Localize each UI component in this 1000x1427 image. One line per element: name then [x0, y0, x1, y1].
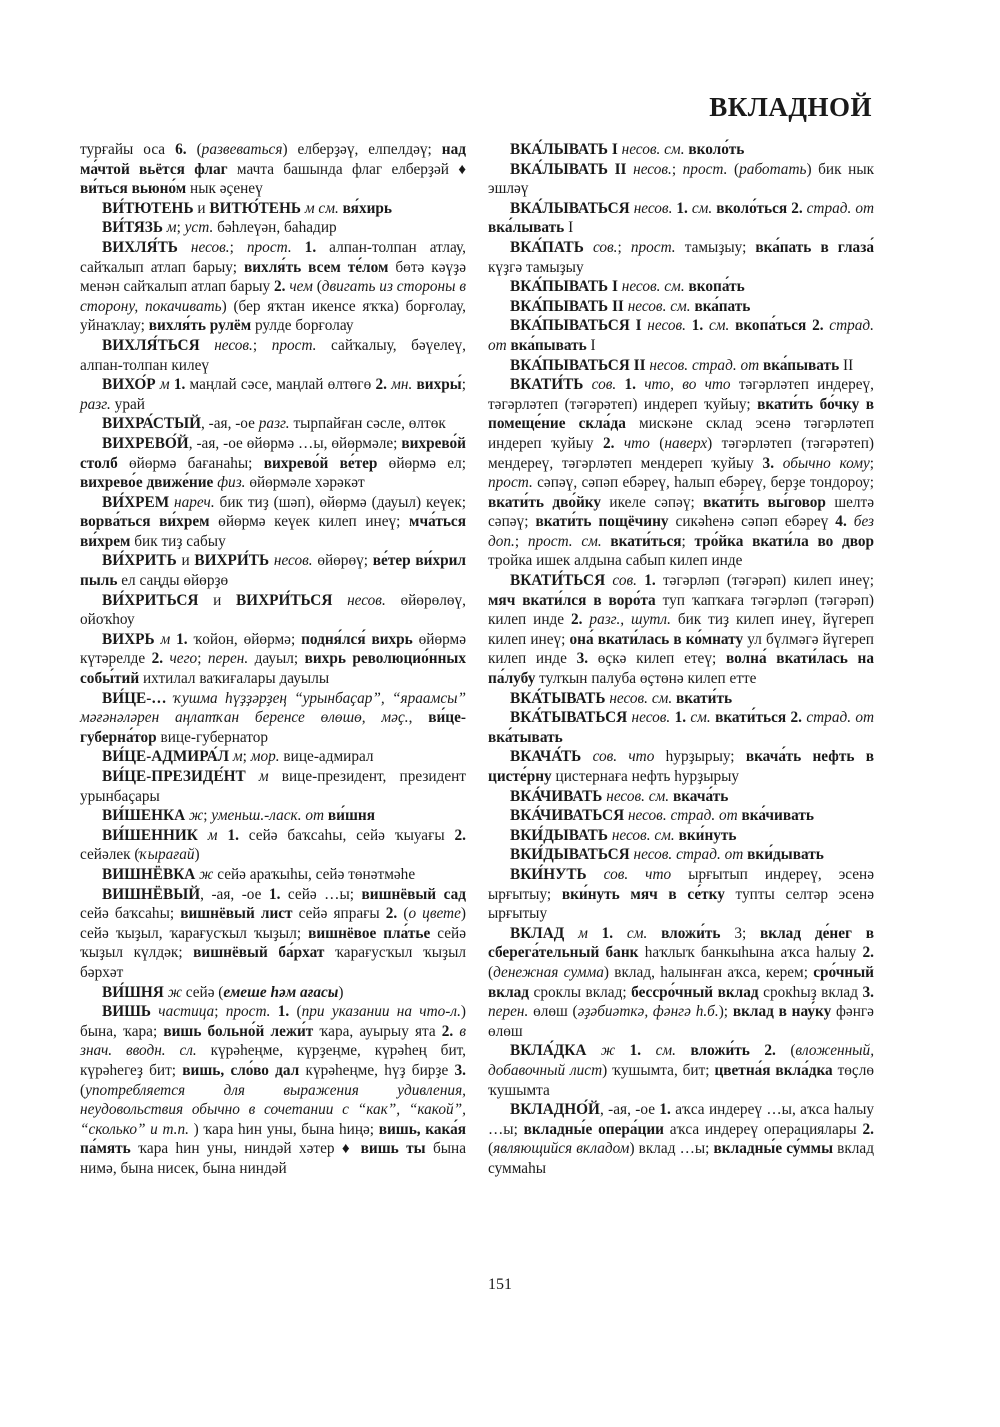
- dictionary-entry: ВИ́ШЕННИК м 1. сейә баҡсаһы, сейә ҡыуағы 2. сейәлек (ҡырағай): [80, 826, 467, 864]
- dictionary-entry: ВИШЬ частица; прост. 1. (при указании на что-л.) бына, ҡара; вишь больно́й лежи́т ҡара, ауырыу ята 2. в знач. вводн. сл. күрәһеңме, күрҙеңме, күрәһең бит, күрәһегеҙ бит; вишь, сло́во дал күрәһеңме, һүҙ бирҙе 3. (употребляется для выражения удивления, неудовольствия обычно в сочетании с “как”, “какой”, “сколько” и т.п. ) ҡара һин уны, бына һиңә; вишь, кака́я па́мять ҡара һин уны, ниндәй хәтер ♦ вишь ты бына нимә, бына нисек, бына ниндәй: [80, 1003, 467, 1177]
- dictionary-entry: ВКА́ЧИВАТЬСЯ несов. страд. от вка́чивать: [510, 807, 814, 825]
- dictionary-entry: ВИ́ЦЕ-… ҡушма һүҙҙәрҙең “урынбаҫар”, “яраамсы” мәғәнәләрен аңлатҡан беренсе өлөшө, мәҫ., ви́це-губерна́тор вице-губернатор: [80, 689, 466, 746]
- dictionary-entry: ВИ́ШЕНКА ж; уменьш.-ласк. от ви́шня: [102, 807, 375, 825]
- dictionary-entry: ВИ́ХРИТЬСЯ и ВИХРИ́ТЬСЯ несов. өйөрөлөү, ойоҡһоу: [80, 591, 466, 629]
- dictionary-entry: ВКИ́ДЫВАТЬ несов. см. вки́нуть: [510, 826, 737, 844]
- dictionary-entry: ВКА́ЧИВАТЬ несов. см. вкача́ть: [510, 787, 729, 805]
- dictionary-entry: ВИШНЁВКА ж сейә араҡыһы, сейә төнәтмәһе: [102, 865, 416, 883]
- dictionary-entry: ВИШНЁВЫЙ, -ая, -ое 1. сейә …ы; вишнёвый сад сейә баҡсаһы; вишнёвый лист сейә япрағы 2. (о цвете) сейә ҡыҙыл, ҡарағусҡыл ҡыҙыл; вишнёвое пла́тье сейә ҡыҙыл күлдәк; вишнёвый ба́рхат ҡарағусҡыл ҡыҙыл бәрхәт: [80, 885, 467, 981]
- dictionary-entry: ВКЛА́ДКА ж 1. см. вложи́ть 2. (вложенный, добавочный лист) ҡушымта, бит; цветна́я вкла́дка төҫлө ҡушымта: [488, 1042, 875, 1099]
- dictionary-entry: ВИ́ТЯЗЬ м; уст. бәһлеүән, баһадир: [102, 219, 337, 237]
- dictionary-entry: ВИ́ХРИТЬ и ВИХРИ́ТЬ несов. өйөрөү; ве́тер ви́хрил пыль ел саңды өйөрҙө: [80, 552, 467, 590]
- dictionary-entry: ВКЛАД м 1. см. вложи́ть 3; вклад де́нег в сберега́тельный банк һаҡлыҡ банкыһына аҡса һалыу 2. (денежная сумма) вклад, һалынған аҡса, керем; сро́чный вклад сроклы вклад; бессро́чный вклад срокһыҙ вклад 3. перен. өлөш (әҙәбиәткә, фәнгә һ.б.); вклад в нау́ку фәнгә өлөш: [488, 924, 875, 1040]
- dictionary-entry: ВИ́ЦЕ-АДМИРА́Л м; мор. вице-адмирал: [102, 748, 374, 766]
- dictionary-entry: ВКА́ЛЫВАТЬСЯ несов. 1. см. вколо́ться 2. страд. от вка́лывать I: [488, 199, 875, 237]
- dictionary-entry: ВКЛАДНО́Й, -ая, -ое 1. аҡса индереү …ы, аҡса һалыу …ы; вкладны́е опера́ции аҡса индереү операциялары 2. (являющийся вкладом) вклад …ы; вкладны́е су́ммы вклад суммаһы: [488, 1101, 875, 1177]
- dictionary-entry: ВИХЛЯ́ТЬСЯ несов.; прост. сайҡалыу, бәүелеү, алпан-толпан килеү: [80, 336, 467, 374]
- dictionary-entry: ВИ́ХРЕМ нареч. бик тиҙ (шәп), өйөрмә (дауыл) кеүек; ворва́ться ви́хрем өйөрмә кеүек килеп инеү; мча́ться ви́хрем бик тиҙ сабыу: [80, 493, 466, 550]
- dictionary-entry: ВКИ́ДЫВАТЬСЯ несов. страд. от вки́дывать: [510, 846, 824, 864]
- dictionary-entry: ВКА́ТЫВАТЬ несов. см. вкати́ть: [510, 689, 733, 707]
- dictionary-entry: ВИХРА́СТЫЙ, -ая, -ое разг. тырпайған сәсле, өлтөк: [102, 415, 446, 433]
- right-column: [488, 140, 874, 1178]
- dictionary-entry: ВИ́ТЮТЕНЬ и ВИТЮ́ТЕНЬ м см. вя́хирь: [102, 199, 393, 217]
- dictionary-entry: ВКИ́НУТЬ сов. что ырғытып индереү, эсенә ырғытыу; вки́нуть мяч в се́тку тупты селтәр эсенә ырғытыу: [488, 865, 875, 923]
- dictionary-entry: турғайы оса 6. (развеваться) елберҙәү, елпелдәү; над ма́чтой вьётся флаг мачта башында флаг елберҙәй ♦ ви́ться вьюно́м нык әҫенеү: [80, 141, 467, 198]
- dictionary-entry: ВИХО́Р м 1. маңлай сәсе, маңлай өлтөгө 2. мн. вихры́; разг. урай: [80, 376, 466, 413]
- dictionary-entry: ВКАТИ́ТЬ сов. 1. что, во что тәгәрләтеп индереү, тәгәрләтеп (тәгәрәтеп) индереп ҡуйыу; вкати́ть бо́чку в помеще́ние скла́да мискәне склад эсенә тәгәрләтеп индереп ҡуйыу 2. что (наверх) тәгәрләтеп (тәгәрәтеп) мендереү, тәгәрләтеп мендереп ҡуйыу 3. обычно кому; прост. сәпәү, сәпәп ебәреү, һалып ебәреү, берҙе тондороу; вкати́ть дво́йку икеле сәпәү; вкати́ть вы́говор шелтә сәпәү; вкати́ть пощёчину сикәһенә сәпәп ебәреү 4. без доп.; прост. см. вкати́ться; тро́йка вкати́ла во двор тройка ишек алдына сабып килеп инде: [488, 376, 875, 570]
- running-head: ВКЛАДНОЙ: [709, 92, 872, 122]
- dictionary-entry: ВКА́ПАТЬ сов.; прост. тамыҙыу; вка́пать в глаза́ күҙгә тамыҙыу: [488, 238, 874, 276]
- dictionary-entry: ВИХРЕВО́Й, -ая, -ое өйөрмә …ы, өйөрмәле; вихрево́й столб өйөрмә бағанаһы; вихрево́й ве́тер өйөрмә ел; вихрево́е движе́ние физ. өйөрмәле хәрәкәт: [80, 434, 466, 492]
- dictionary-entry: ВКА́ЛЫВАТЬ II несов.; прост. (работать) бик нык эшләү: [488, 160, 875, 198]
- dictionary-entry: ВИ́ЦЕ-ПРЕЗИДЕ́НТ м вице-президент, президент урынбаҫары: [80, 768, 466, 805]
- dictionary-entry: ВКА́ПЫВАТЬ I несов. см. вкопа́ть: [510, 278, 745, 296]
- dictionary-entry: ВКА́ПЫВАТЬ II несов. см. вка́пать: [510, 297, 751, 315]
- dictionary-entry: ВКАТИ́ТЬСЯ сов. 1. тәгәрләп (тәгәрәп) килеп инеү; мяч вкати́лся в воро́та туп ҡапҡаға тәгәрләп (тәгәрәп) килеп инде 2. разг., шутл. бик тиҙ килеп инеү, йүгереп килеп инеү; она́ вкати́лась в ко́мнату ул бүлмәгә йүгереп килеп инде 3. өҫкә килеп етеү; волна́ вкати́лась на па́лубу тулҡын палуба өҫтөнә килеп етте: [488, 572, 875, 688]
- dictionary-entry: ВКАЧА́ТЬ сов. что һурҙырыу; вкача́ть нефть в цисте́рну цистернаға нефть һурҙырыу: [488, 748, 875, 785]
- dictionary-entry: ВКА́ТЫВАТЬСЯ несов. 1. см. вкати́ться 2. страд. от вка́тывать: [488, 709, 875, 746]
- page-number: 151: [488, 1276, 512, 1293]
- dictionary-entry: ВКА́ЛЫВАТЬ I несов. см. вколо́ть: [510, 141, 745, 158]
- dictionary-entry: ВИХЛЯ́ТЬ несов.; прост. 1. алпан-толпан атлау, сайҡалып атлап барыу; вихля́ть всем те́лом бөтә кәүҙә менән сайҡалып атлап барыу 2. чем (двигать из стороны в сторону, покачивать) (бер яҡтан икенсе яҡҡа) борғолау, уйнаҡлау; вихля́ть рулём рулде борғолау: [80, 238, 466, 335]
- dictionary-entry: ВКА́ПЫВАТЬСЯ II несов. страд. от вка́пывать II: [510, 356, 854, 374]
- left-column: [80, 140, 466, 1178]
- dictionary-entry: ВИ́ШНЯ ж сейә (емеше һәм ағасы): [102, 983, 344, 1001]
- dictionary-entry: ВИХРЬ м 1. ҡойон, өйөрмә; подня́лся́ вихрь өйөрмә күтәрелде 2. чего; перен. дауыл; вихрь революцио́нных собы́тий ихтилал ваҡиғалары дауылы: [80, 630, 467, 688]
- dictionary-entry: ВКА́ПЫВАТЬСЯ I несов. 1. см. вкопа́ться 2. страд. от вка́пывать I: [488, 317, 874, 354]
